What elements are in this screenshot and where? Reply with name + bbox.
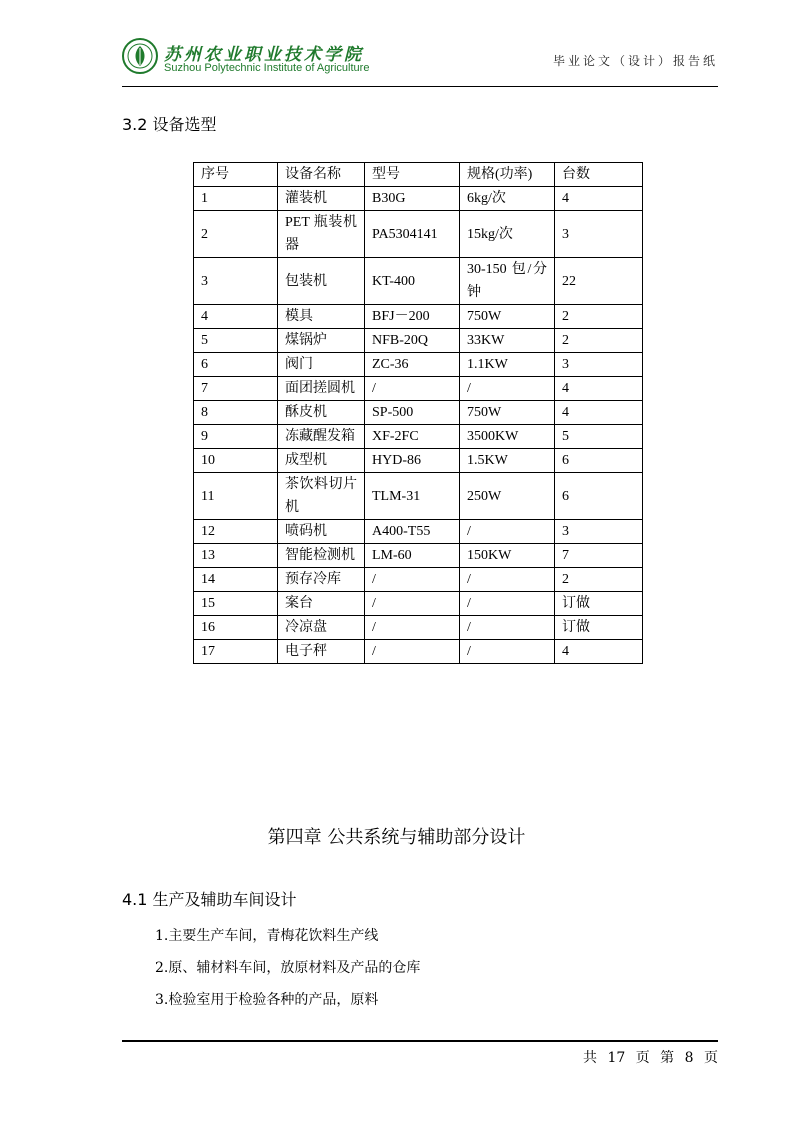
page-counter: 共 17 页 第 8 页	[583, 1050, 718, 1066]
chapter-heading-4: 第四章 公共系统与辅助部分设计	[267, 827, 526, 848]
cell-count: 4	[555, 401, 643, 425]
page-header	[122, 36, 718, 87]
cell-spec: /	[460, 640, 555, 664]
cell-spec: /	[460, 616, 555, 640]
cell-model: KT-400	[365, 258, 460, 305]
cell-count: 6	[555, 473, 643, 520]
table-row	[194, 258, 643, 305]
cell-name: 阀门	[278, 353, 365, 377]
cell-spec: 3500KW	[460, 425, 555, 449]
header-cell-count: 台数	[555, 163, 643, 187]
cell-count: 4	[555, 377, 643, 401]
cell-name: 煤锅炉	[278, 329, 365, 353]
cell-model: /	[365, 592, 460, 616]
cell-spec: 33KW	[460, 329, 555, 353]
table-row	[194, 353, 643, 377]
cell-model: /	[365, 616, 460, 640]
cell-index: 8	[194, 401, 278, 425]
table-row	[194, 329, 643, 353]
cell-model: NFB-20Q	[365, 329, 460, 353]
cell-count: 5	[555, 425, 643, 449]
cell-name: 冷凉盘	[278, 616, 365, 640]
cell-spec: /	[460, 377, 555, 401]
cell-count: 7	[555, 544, 643, 568]
equipment-table	[193, 162, 643, 664]
cell-index: 11	[194, 473, 278, 520]
table-row	[194, 425, 643, 449]
cell-count: 3	[555, 353, 643, 377]
cell-model: SP-500	[365, 401, 460, 425]
table-row	[194, 520, 643, 544]
cell-count: 3	[555, 211, 643, 258]
cell-index: 5	[194, 329, 278, 353]
cell-spec: /	[460, 592, 555, 616]
cell-spec: 150KW	[460, 544, 555, 568]
cell-spec: 750W	[460, 305, 555, 329]
cell-index: 6	[194, 353, 278, 377]
cell-count: 6	[555, 449, 643, 473]
cell-model: A400-T55	[365, 520, 460, 544]
paragraph-1: 1.主要生产车间，青梅花饮料生产线	[155, 928, 379, 944]
cell-count: 2	[555, 568, 643, 592]
cell-name: 灌装机	[278, 187, 365, 211]
cell-name: 包装机	[278, 258, 365, 305]
cell-index: 3	[194, 258, 278, 305]
table-row	[194, 401, 643, 425]
cell-index: 1	[194, 187, 278, 211]
cell-model: /	[365, 377, 460, 401]
cell-name: 模具	[278, 305, 365, 329]
cell-name: 成型机	[278, 449, 365, 473]
cell-spec: 30-150 包/分钟	[460, 258, 555, 305]
cell-index: 2	[194, 211, 278, 258]
cell-model: BFJ－200	[365, 305, 460, 329]
table-row	[194, 449, 643, 473]
cell-count: 2	[555, 305, 643, 329]
table-row	[194, 305, 643, 329]
cell-model: HYD-86	[365, 449, 460, 473]
cell-model: TLM-31	[365, 473, 460, 520]
cell-model: LM-60	[365, 544, 460, 568]
cell-model: /	[365, 568, 460, 592]
section-heading-4-1: 4.1 生产及辅助车间设计	[122, 890, 297, 909]
cell-spec: 6kg/次	[460, 187, 555, 211]
table-row	[194, 592, 643, 616]
header-cell-spec: 规格(功率)	[460, 163, 555, 187]
cell-name: 智能检测机	[278, 544, 365, 568]
table-row	[194, 640, 643, 664]
paragraph-2: 2.原、辅材料车间，放原材料及产品的仓库	[155, 960, 421, 976]
cell-index: 10	[194, 449, 278, 473]
cell-model: PA5304141	[365, 211, 460, 258]
header-cell-model: 型号	[365, 163, 460, 187]
paragraph-3: 3.检验室用于检验各种的产品，原料	[155, 992, 379, 1008]
table-row	[194, 377, 643, 401]
table-row	[194, 187, 643, 211]
cell-count: 22	[555, 258, 643, 305]
cell-index: 12	[194, 520, 278, 544]
cell-count: 3	[555, 520, 643, 544]
cell-name: PET 瓶装机器	[278, 211, 365, 258]
table-row	[194, 616, 643, 640]
cell-spec: 15kg/次	[460, 211, 555, 258]
table-row	[194, 544, 643, 568]
cell-index: 16	[194, 616, 278, 640]
school-name-en: Suzhou Polytechnic Institute of Agriculture	[164, 62, 370, 74]
cell-name: 酥皮机	[278, 401, 365, 425]
cell-model: ZC-36	[365, 353, 460, 377]
footer-rule	[122, 1040, 718, 1042]
cell-name: 喷码机	[278, 520, 365, 544]
cell-name: 预存冷库	[278, 568, 365, 592]
cell-name: 冻藏醒发箱	[278, 425, 365, 449]
cell-index: 15	[194, 592, 278, 616]
cell-spec: /	[460, 520, 555, 544]
cell-spec: 250W	[460, 473, 555, 520]
cell-index: 9	[194, 425, 278, 449]
school-name-cn: 苏州农业职业技术学院	[164, 45, 364, 65]
cell-model: B30G	[365, 187, 460, 211]
cell-index: 17	[194, 640, 278, 664]
document-type: 毕业论文（设计）报告纸	[552, 54, 718, 68]
school-logo-icon	[122, 38, 158, 74]
cell-count: 订做	[555, 592, 643, 616]
table-header-row	[194, 163, 643, 187]
cell-model: /	[365, 640, 460, 664]
cell-count: 订做	[555, 616, 643, 640]
cell-spec: /	[460, 568, 555, 592]
table-row	[194, 473, 643, 520]
table-row	[194, 568, 643, 592]
cell-index: 7	[194, 377, 278, 401]
cell-name: 面团搓圆机	[278, 377, 365, 401]
cell-spec: 750W	[460, 401, 555, 425]
cell-count: 2	[555, 329, 643, 353]
cell-name: 案台	[278, 592, 365, 616]
cell-name: 茶饮料切片机	[278, 473, 365, 520]
cell-index: 13	[194, 544, 278, 568]
cell-index: 14	[194, 568, 278, 592]
cell-count: 4	[555, 187, 643, 211]
cell-count: 4	[555, 640, 643, 664]
cell-name: 电子秤	[278, 640, 365, 664]
cell-spec: 1.1KW	[460, 353, 555, 377]
header-cell-index: 序号	[194, 163, 278, 187]
section-heading-3-2: 3.2 设备选型	[122, 115, 217, 134]
cell-index: 4	[194, 305, 278, 329]
cell-spec: 1.5KW	[460, 449, 555, 473]
header-cell-name: 设备名称	[278, 163, 365, 187]
table-body	[194, 187, 643, 664]
cell-model: XF-2FC	[365, 425, 460, 449]
table-row	[194, 211, 643, 258]
